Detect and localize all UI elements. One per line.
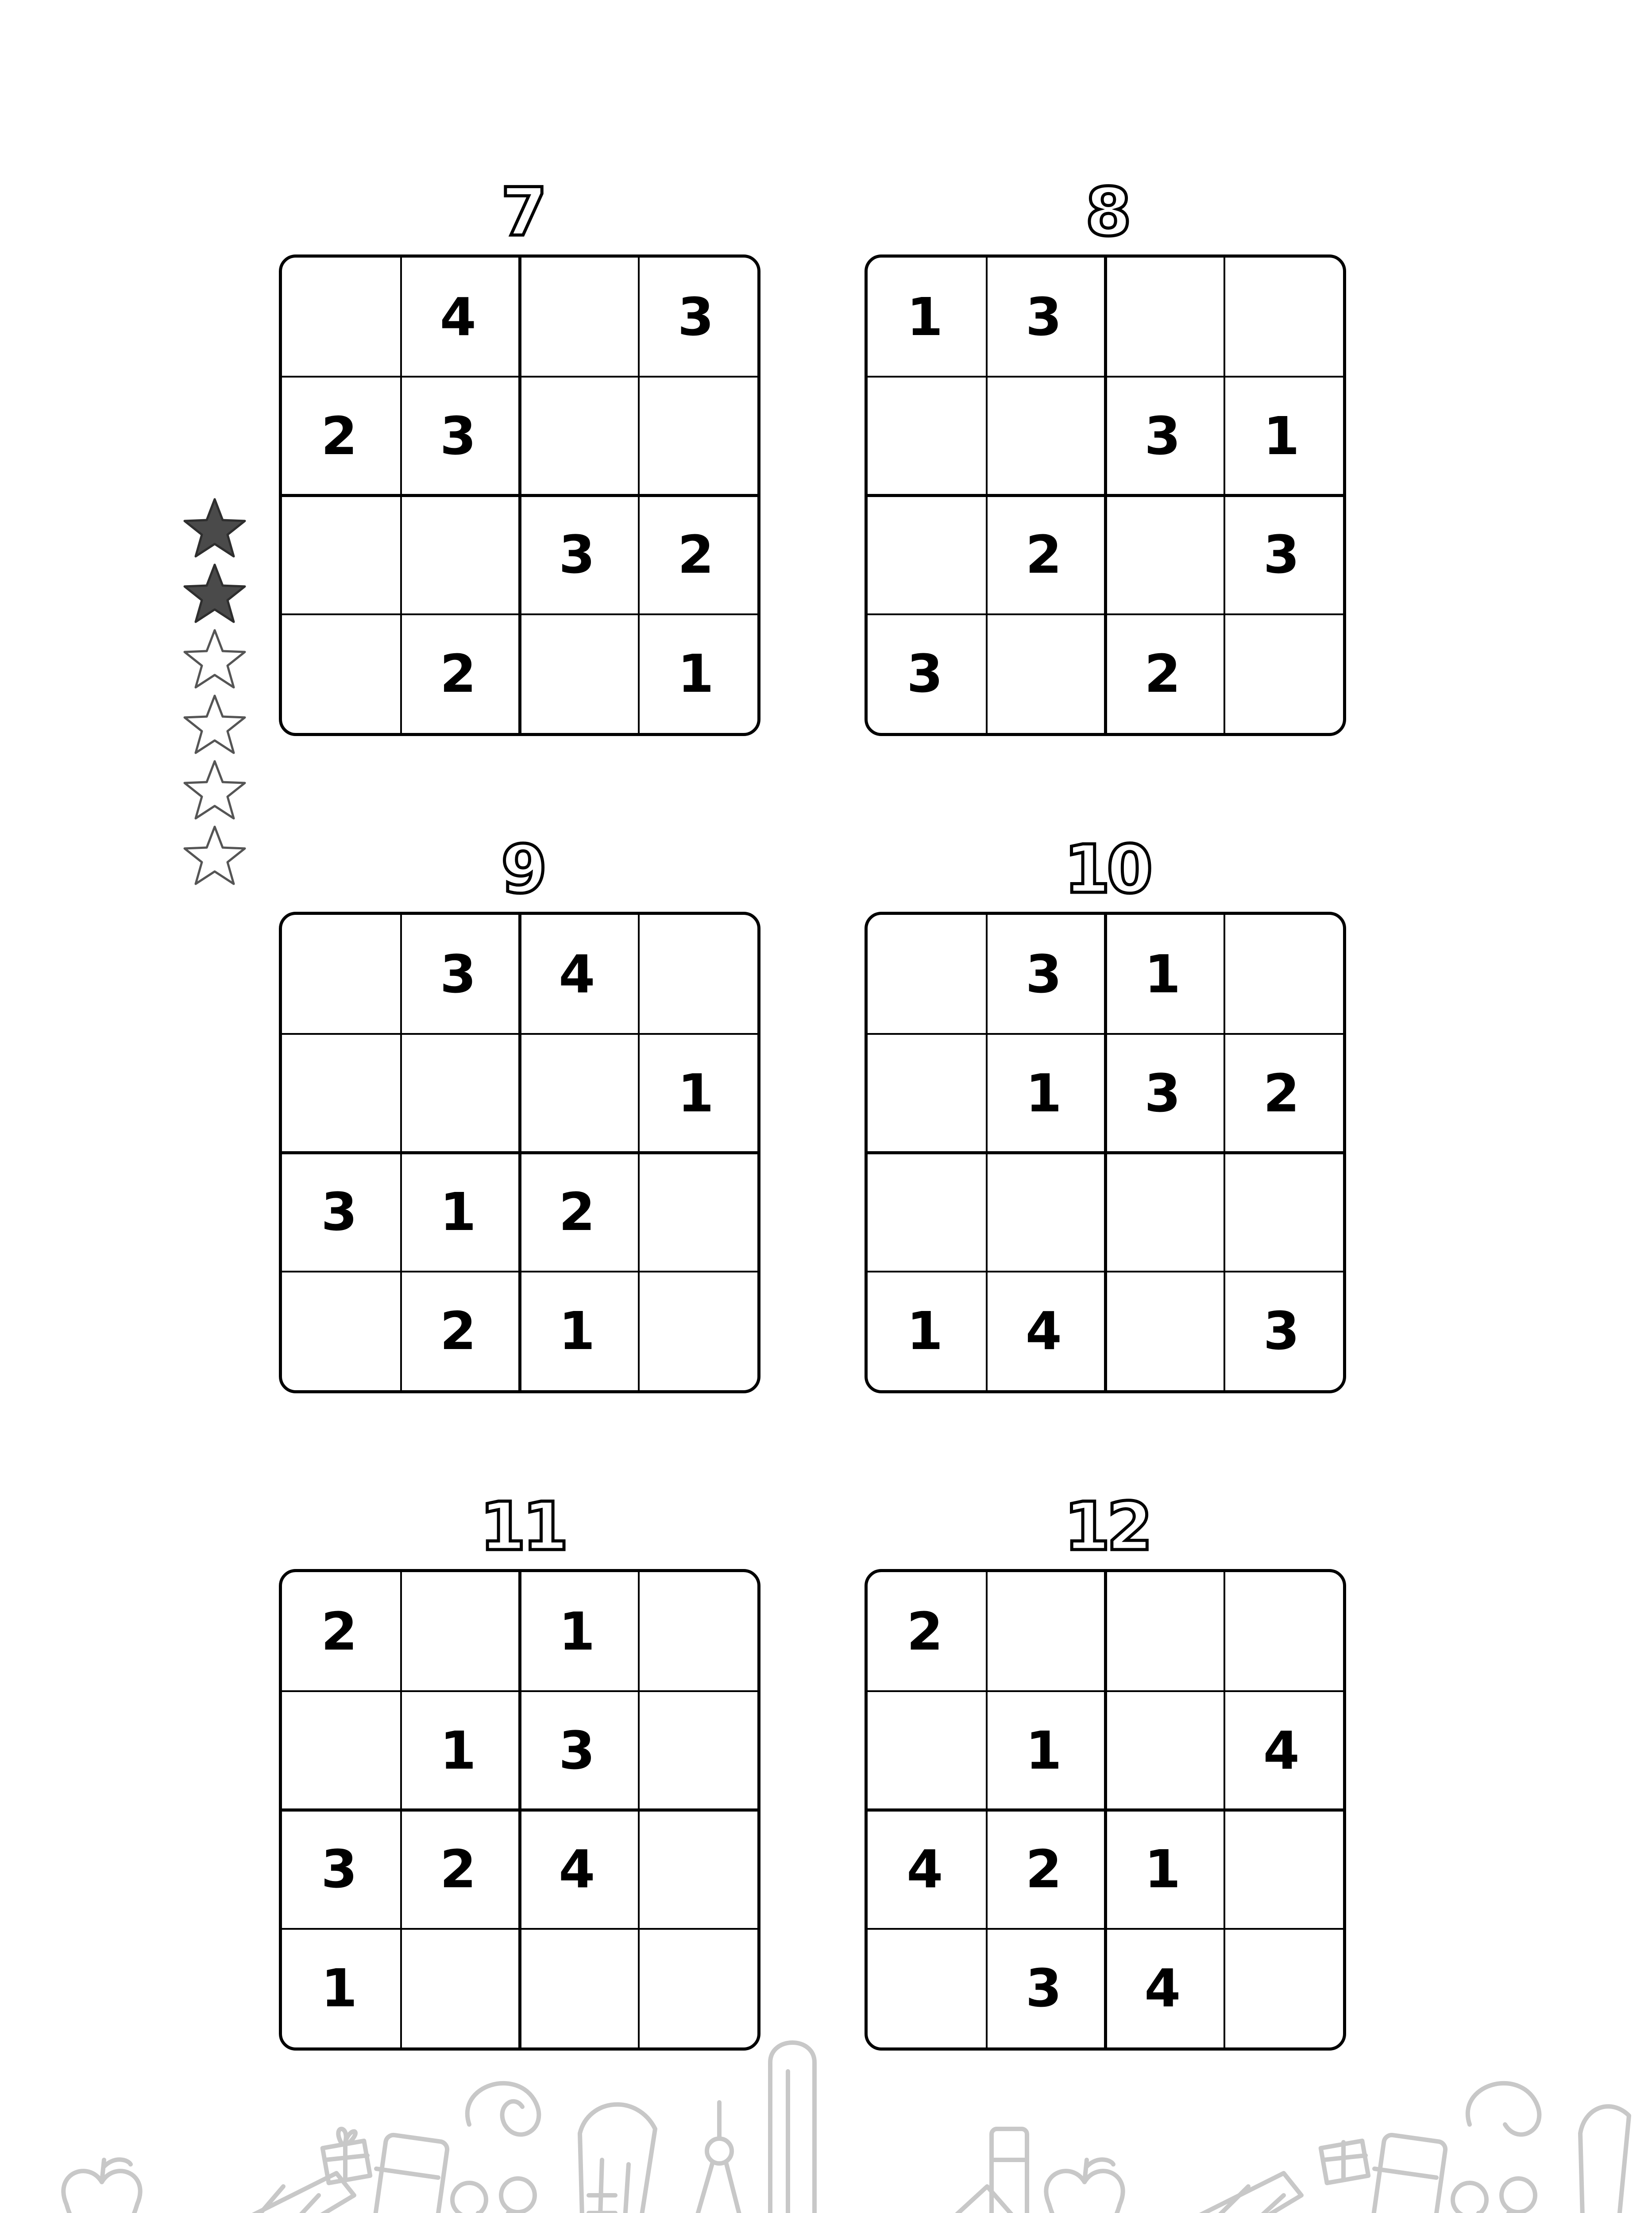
grid-cell[interactable]: 4 bbox=[559, 944, 595, 1005]
grid-cell[interactable] bbox=[401, 1572, 520, 1691]
grid-cell[interactable] bbox=[639, 1810, 758, 1929]
grid-cell[interactable] bbox=[1224, 915, 1343, 1034]
grid-cell[interactable]: 3 bbox=[440, 405, 476, 467]
grid-cell[interactable] bbox=[282, 1034, 401, 1153]
grid-cell[interactable]: 3 bbox=[1144, 1062, 1181, 1124]
grid-cell[interactable] bbox=[401, 1034, 520, 1153]
cutter-knife-icon bbox=[580, 2105, 655, 2213]
grid-cell[interactable] bbox=[987, 1153, 1106, 1272]
grid-cell[interactable]: 4 bbox=[1025, 1300, 1062, 1361]
paperclip-icon bbox=[467, 2083, 539, 2135]
grid-cell[interactable]: 1 bbox=[1025, 1720, 1062, 1781]
grid-cell[interactable]: 3 bbox=[1144, 405, 1181, 467]
grid-cell[interactable] bbox=[520, 258, 639, 377]
apple-icon bbox=[1046, 2159, 1123, 2213]
grid-cell[interactable]: 1 bbox=[677, 643, 714, 704]
scissors-icon bbox=[452, 2178, 535, 2213]
grid-cell[interactable] bbox=[1224, 1153, 1343, 1272]
grid-cell[interactable] bbox=[639, 1691, 758, 1810]
sudoku-grid bbox=[279, 254, 760, 736]
grid-cell[interactable] bbox=[639, 1572, 758, 1691]
grid-cell[interactable]: 4 bbox=[907, 1839, 943, 1900]
grid-cell[interactable]: 1 bbox=[677, 1062, 714, 1124]
grid-cell[interactable]: 3 bbox=[559, 524, 595, 586]
sudoku-grid bbox=[865, 912, 1346, 1393]
school-supplies-doodle bbox=[0, 2027, 1652, 2213]
grid-cell[interactable]: 3 bbox=[1025, 1957, 1062, 2019]
grid-cell[interactable] bbox=[401, 495, 520, 614]
grid-cell[interactable]: 4 bbox=[1144, 1957, 1181, 2019]
grid-cell[interactable] bbox=[868, 1691, 987, 1810]
sudoku-grid bbox=[865, 254, 1346, 736]
cutter-knife-icon bbox=[1580, 2106, 1629, 2213]
paperclip-icon bbox=[1468, 2083, 1539, 2135]
grid-cell[interactable]: 4 bbox=[559, 1839, 595, 1900]
grid-cell[interactable]: 1 bbox=[1263, 405, 1300, 467]
grid-cell[interactable]: 2 bbox=[1025, 1839, 1062, 1900]
grid-cell[interactable]: 2 bbox=[559, 1181, 595, 1243]
grid-cell[interactable] bbox=[1105, 258, 1224, 377]
scissors-icon bbox=[1133, 2173, 1301, 2213]
grid-cell[interactable]: 2 bbox=[440, 643, 476, 704]
grid-cell[interactable] bbox=[520, 377, 639, 496]
grid-cell[interactable]: 1 bbox=[1025, 1062, 1062, 1124]
grid-cell[interactable]: 1 bbox=[559, 1300, 595, 1361]
eraser-icon bbox=[1369, 2134, 1447, 2213]
grid-cell[interactable]: 3 bbox=[1263, 524, 1300, 586]
grid-cell[interactable] bbox=[1105, 1691, 1224, 1810]
grid-cell[interactable]: 3 bbox=[1025, 286, 1062, 348]
grid-cell[interactable] bbox=[868, 495, 987, 614]
grid-cell[interactable] bbox=[282, 495, 401, 614]
grid-cell[interactable]: 2 bbox=[321, 1601, 358, 1662]
grid-cell[interactable] bbox=[1224, 1810, 1343, 1929]
grid-cell[interactable] bbox=[520, 614, 639, 733]
grid-cell[interactable] bbox=[987, 1572, 1106, 1691]
grid-cell[interactable]: 1 bbox=[907, 286, 943, 348]
grid-cell[interactable] bbox=[1224, 1572, 1343, 1691]
grid-cell[interactable] bbox=[1105, 1153, 1224, 1272]
grid-cell[interactable]: 1 bbox=[559, 1601, 595, 1662]
grid-cell[interactable] bbox=[282, 614, 401, 733]
eraser-icon bbox=[371, 2134, 448, 2213]
grid-cell[interactable]: 3 bbox=[559, 1720, 595, 1781]
grid-cell[interactable] bbox=[1105, 1572, 1224, 1691]
grid-cell[interactable]: 1 bbox=[440, 1720, 476, 1781]
grid-cell[interactable]: 2 bbox=[1144, 643, 1181, 704]
grid-cell[interactable]: 2 bbox=[321, 405, 358, 467]
grid-cell[interactable]: 1 bbox=[907, 1300, 943, 1361]
grid-cell[interactable]: 3 bbox=[321, 1839, 358, 1900]
sudoku-grid bbox=[865, 1569, 1346, 2051]
grid-cell[interactable]: 3 bbox=[1263, 1300, 1300, 1361]
grid-cell[interactable] bbox=[639, 915, 758, 1034]
sudoku-grid bbox=[279, 912, 760, 1393]
difficulty-rating bbox=[181, 496, 252, 894]
grid-cell[interactable] bbox=[868, 1153, 987, 1272]
compass-icon bbox=[673, 2102, 761, 2213]
grid-cell[interactable] bbox=[639, 1272, 758, 1391]
puzzle-number: 11 bbox=[479, 1488, 565, 1565]
grid-cell[interactable] bbox=[1224, 614, 1343, 733]
grid-cell[interactable]: 2 bbox=[907, 1601, 943, 1662]
apple-icon bbox=[63, 2159, 140, 2213]
puzzle-number: 9 bbox=[501, 831, 544, 908]
grid-cell[interactable]: 4 bbox=[1263, 1720, 1300, 1781]
grid-cell[interactable]: 1 bbox=[1144, 944, 1181, 1005]
grid-cell[interactable]: 4 bbox=[440, 286, 476, 348]
grid-cell[interactable] bbox=[868, 1034, 987, 1153]
grid-cell[interactable]: 3 bbox=[321, 1181, 358, 1243]
grid-cell[interactable]: 1 bbox=[1144, 1839, 1181, 1900]
sudoku-grid bbox=[279, 1569, 760, 2051]
grid-cell[interactable]: 1 bbox=[440, 1181, 476, 1243]
grid-cell[interactable]: 2 bbox=[677, 524, 714, 586]
grid-cell[interactable] bbox=[868, 377, 987, 496]
grid-cell[interactable]: 2 bbox=[1025, 524, 1062, 586]
empty-star-icon bbox=[181, 758, 248, 824]
grid-cell[interactable] bbox=[282, 1691, 401, 1810]
grid-cell[interactable] bbox=[282, 915, 401, 1034]
grid-cell[interactable] bbox=[987, 377, 1106, 496]
puzzle-number: 7 bbox=[501, 174, 544, 251]
grid-cell[interactable] bbox=[282, 1272, 401, 1391]
pen-icon bbox=[770, 2043, 814, 2213]
puzzle-number: 10 bbox=[1064, 831, 1150, 908]
grid-cell[interactable]: 3 bbox=[677, 286, 714, 348]
grid-cell[interactable] bbox=[868, 915, 987, 1034]
grid-cell[interactable] bbox=[282, 258, 401, 377]
filled-star-icon bbox=[181, 561, 248, 628]
grid-cell[interactable] bbox=[639, 1153, 758, 1272]
gift-icon bbox=[1321, 2141, 1368, 2183]
grid-cell[interactable]: 2 bbox=[440, 1839, 476, 1900]
grid-cell[interactable]: 2 bbox=[440, 1300, 476, 1361]
grid-cell[interactable] bbox=[639, 377, 758, 496]
puzzle-number: 8 bbox=[1085, 174, 1128, 251]
scissors-icon bbox=[1453, 2178, 1535, 2213]
grid-cell[interactable] bbox=[520, 1034, 639, 1153]
grid-cell[interactable] bbox=[1105, 495, 1224, 614]
grid-cell[interactable]: 3 bbox=[907, 643, 943, 704]
grid-cell[interactable]: 1 bbox=[321, 1957, 358, 2019]
grid-cell[interactable] bbox=[1105, 1272, 1224, 1391]
empty-star-icon bbox=[181, 823, 248, 890]
grid-cell[interactable] bbox=[1224, 258, 1343, 377]
empty-star-icon bbox=[181, 692, 248, 759]
puzzle-number: 12 bbox=[1064, 1488, 1150, 1565]
filled-star-icon bbox=[181, 496, 248, 562]
ruler-icon bbox=[863, 2186, 1018, 2213]
grid-cell[interactable]: 3 bbox=[1025, 944, 1062, 1005]
grid-cell[interactable]: 3 bbox=[440, 944, 476, 1005]
empty-star-icon bbox=[181, 627, 248, 693]
grid-cell[interactable] bbox=[987, 614, 1106, 733]
grid-cell[interactable]: 2 bbox=[1263, 1062, 1300, 1124]
